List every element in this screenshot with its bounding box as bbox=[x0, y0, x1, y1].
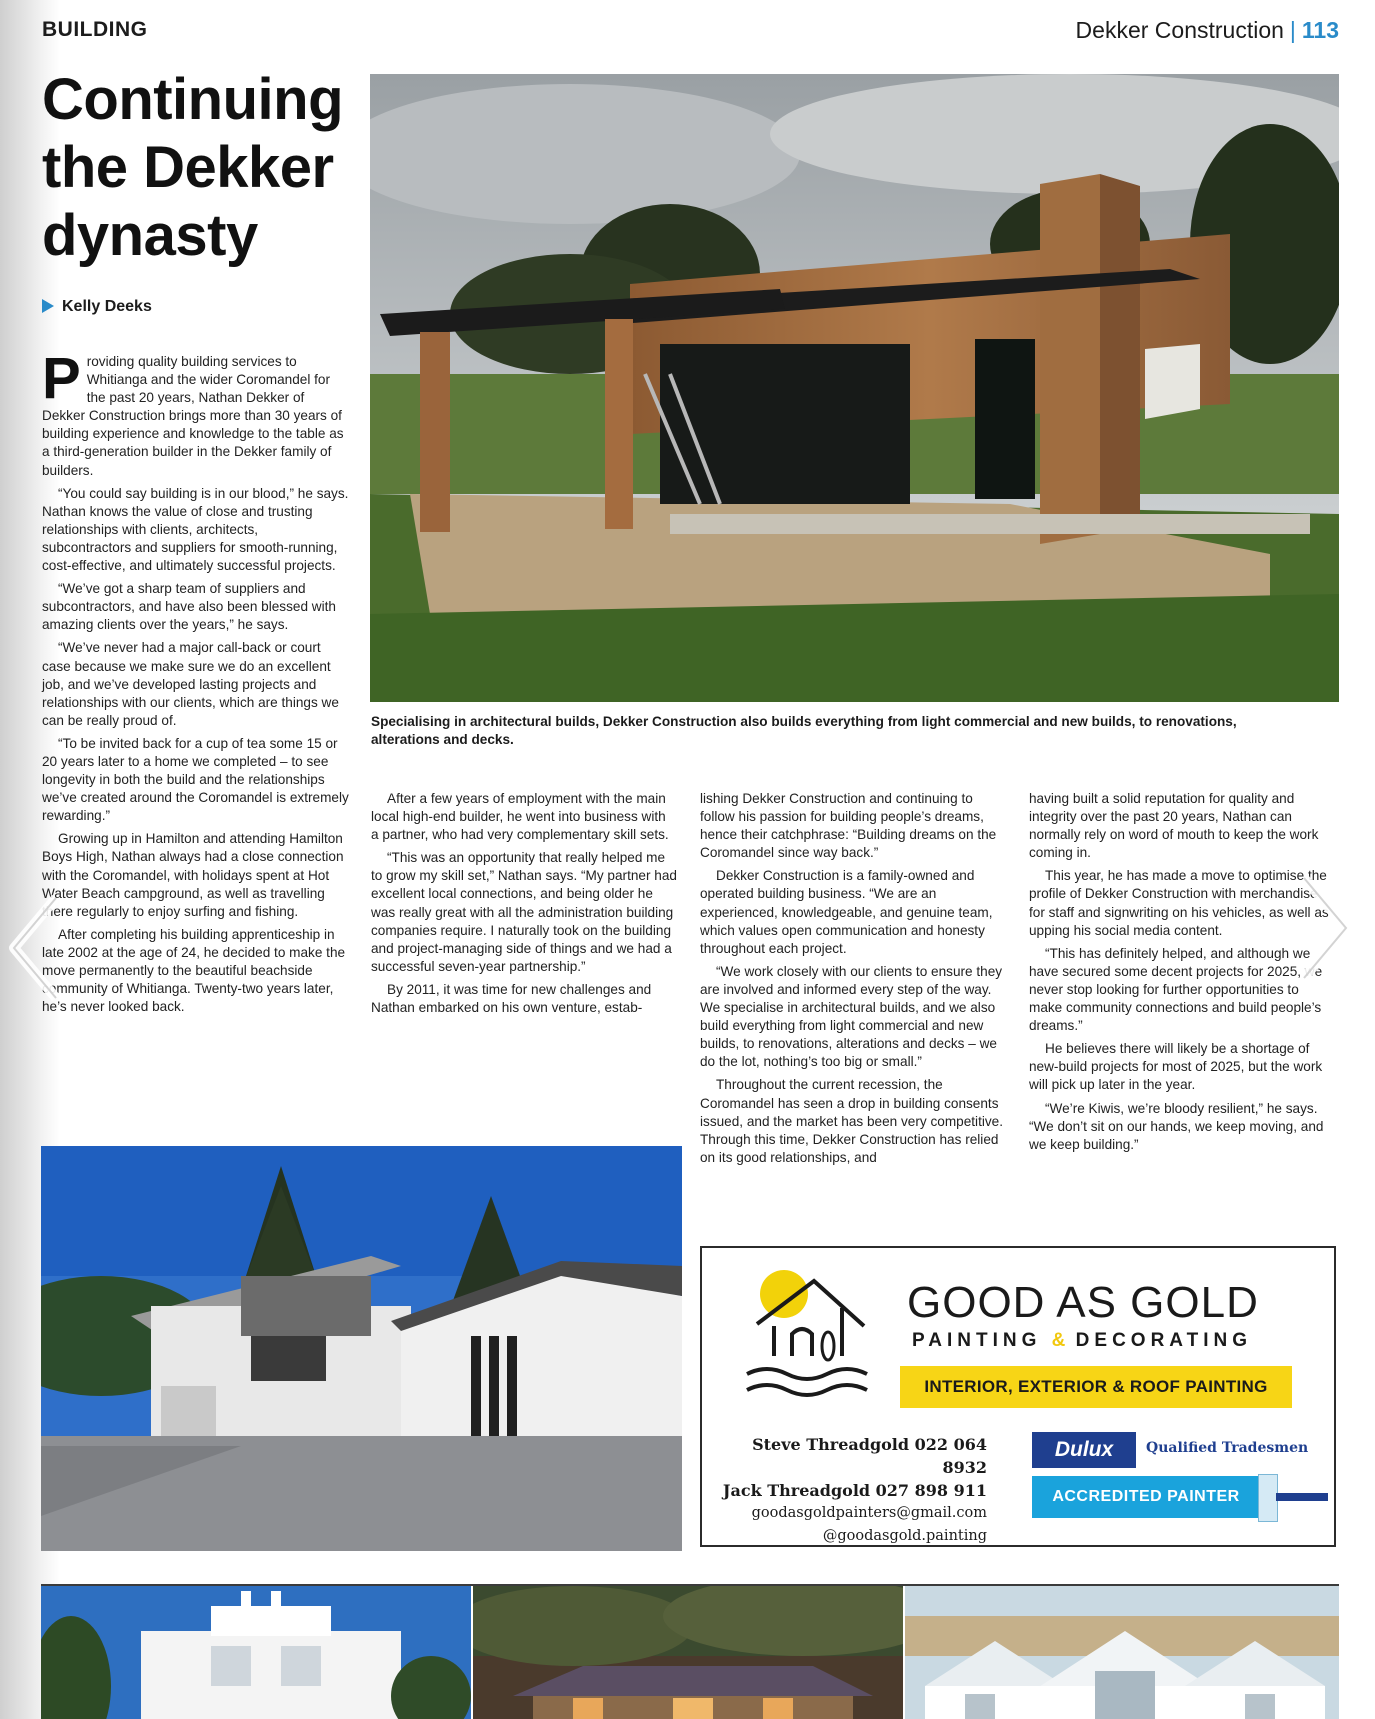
paragraph-1 bbox=[42, 346, 350, 480]
contact-jack: Jack Threadgold 027 898 911 bbox=[722, 1481, 987, 1500]
contact-steve: Steve Threadgold 022 064 8932 bbox=[752, 1435, 987, 1477]
article-column-4 bbox=[1029, 790, 1335, 1159]
page-number: 113 bbox=[1301, 17, 1339, 43]
publication-name: Dekker Construction bbox=[1075, 17, 1284, 43]
header-separator: | bbox=[1289, 17, 1296, 43]
ad-subtitle bbox=[912, 1330, 1252, 1352]
paragraph: “We work closely with our clients to ensure they are involved and informed every step of the way. We specialise in architectural builds, and we also build everything from light commercial and new builds, to renovations, alterations and decks – we do the lot, nothing’s too big or small.” bbox=[700, 963, 1003, 1070]
paragraph-1-text: roviding quality building services to Whitianga and the wider Coromandel for the past 20 years, Nathan Dekker of Dekker Construction brings more than 30 years of building experience and knowledge to the table as a third-generation builder in the Dekker family of builders. bbox=[42, 354, 344, 478]
paragraph: “We’re Kiwis, we’re bloody resilient,” he says. “We don’t sit on our hands, we keep moving, and we keep building.” bbox=[1029, 1100, 1324, 1152]
ad-subtitle-left: PAINTING bbox=[912, 1330, 1042, 1351]
ad-subtitle-amp: & bbox=[1051, 1330, 1066, 1351]
paragraph: This year, he has made a move to optimise the profile of Dekker Construction with merchandise for staff and signwriting on his vehicles, as well as upping his social media content. bbox=[1029, 868, 1329, 938]
photo-strip-dusk-house bbox=[473, 1586, 903, 1719]
ad-contact-block bbox=[712, 1433, 987, 1548]
byline-author: Kelly Deeks bbox=[62, 298, 152, 315]
dulux-logo: Dulux bbox=[1032, 1432, 1136, 1468]
photo-strip-coastal-house bbox=[905, 1586, 1339, 1719]
chevron-right-icon bbox=[1296, 868, 1356, 988]
paragraph: Dekker Construction is a family-owned and operated building business. “We are an experienced, knowledgeable, and genuine team, which values open communication and honesty throughout each project. bbox=[700, 868, 993, 956]
section-label: BUILDING bbox=[42, 18, 148, 41]
contact-email[interactable]: goodasgoldpainters@gmail.com bbox=[751, 1505, 987, 1521]
paragraph: “This was an opportunity that really helped me to grow my skill set,” Nathan says. “My partner had excellent local connections, and being older he was really great with all the administration building companies require. I naturally took on the building and project-managing side of things and we had a successful seven-year partnership.” bbox=[371, 850, 677, 974]
main-photo-architectural-build bbox=[370, 74, 1339, 702]
byline-triangle-icon bbox=[42, 299, 54, 313]
paragraph: “This has definitely helped, and although we have secured some decent projects for 2025, we never stop looking for further opportunities to make community connections and build people’s dreams.” bbox=[1029, 945, 1323, 1034]
paragraph: “To be invited back for a cup of tea some 15 or 20 years later to a home we completed – to see longevity in both the build and the relationships we’ve created around the Coromandel is extremely rewarding.” bbox=[42, 735, 349, 824]
photo-caption: Specialising in architectural builds, Dekker Construction also builds everything from light commercial and new builds, to renovations, alterations and decks. bbox=[371, 714, 1237, 747]
paragraph: By 2011, it was time for new challenges and Nathan embarked on his own venture, estab- bbox=[371, 981, 652, 1016]
paragraph: He believes there will likely be a shortage of new-build projects for most of 2025, but the work will pick up later in the year. bbox=[1029, 1041, 1323, 1093]
running-head bbox=[1076, 17, 1339, 44]
chevron-left-icon bbox=[4, 888, 64, 1008]
paragraph: After a few years of employment with the main local high-end builder, he went into business with a partner, who had very complementary skill sets. bbox=[371, 791, 669, 843]
advertisement-good-as-gold[interactable] bbox=[700, 1246, 1336, 1547]
photo-white-house bbox=[41, 1146, 682, 1551]
next-page-arrow[interactable] bbox=[1296, 868, 1356, 993]
paragraph: “We’ve never had a major call-back or court case because we make sure we do an excellent job, and we’ve developed lasting projects and relationships with our clients, which are things we can be really proud of. bbox=[42, 640, 339, 728]
ad-subtitle-right: DECORATING bbox=[1075, 1330, 1252, 1351]
paragraph: After completing his building apprenticeship in late 2002 at the age of 24, he decided to make the move permanently to the beautiful beachside community of Whitianga. Twenty-two years later, he’s never looked back. bbox=[42, 926, 346, 1015]
article-column-1 bbox=[42, 346, 350, 1021]
paragraph: lishing Dekker Construction and continuing to follow his passion for building people’s dreams, hence their catchphrase: “Building dreams on the Coromandel since way back.” bbox=[700, 791, 997, 861]
paint-roller-icon bbox=[1258, 1474, 1278, 1522]
qualified-tradesmen-label: Qualified Tradesmen bbox=[1146, 1440, 1309, 1456]
ad-services-banner: INTERIOR, EXTERIOR & ROOF PAINTING bbox=[900, 1366, 1292, 1408]
house-logo-icon bbox=[742, 1256, 882, 1406]
accredited-painter-badge: ACCREDITED PAINTER bbox=[1032, 1476, 1260, 1518]
paragraph: Growing up in Hamilton and attending Hamilton Boys High, Nathan always had a close connection with the Coromandel, with holidays spent at Hot Water Beach campground, as well as travelling there regularly to enjoy surfing and fishing. bbox=[42, 831, 344, 919]
previous-page-arrow[interactable] bbox=[4, 888, 64, 1013]
photo-strip-modern-house bbox=[41, 1586, 471, 1719]
paragraph: “We’ve got a sharp team of suppliers and subcontractors, and have also been blessed with amazing clients over the years,” he says. bbox=[42, 581, 336, 633]
article-column-2 bbox=[371, 790, 677, 1022]
paragraph: having built a solid reputation for quality and integrity over the past 20 years, Nathan can normally rely on word of mouth to keep the work coming in. bbox=[1029, 791, 1319, 861]
paint-roller-handle bbox=[1276, 1493, 1328, 1501]
article-headline: Continuing the Dekker dynasty bbox=[42, 67, 344, 268]
contact-instagram-handle[interactable]: @goodasgold.painting bbox=[822, 1528, 987, 1544]
article-column-3 bbox=[700, 790, 1006, 1172]
byline bbox=[42, 298, 152, 316]
paragraph: Throughout the current recession, the Coromandel has seen a drop in building consents issued, and the market has been very competitive. Through this time, Dekker Construction has relied on its good relationships, and bbox=[700, 1077, 1003, 1165]
ad-title: GOOD AS GOLD bbox=[907, 1278, 1259, 1327]
drop-cap: P bbox=[42, 346, 81, 411]
paragraph: “You could say building is in our blood,” he says. Nathan knows the value of close and trusting relationships with clients, architects, subcontractors and suppliers for smooth-running, cost-effective, and ultimately successful projects. bbox=[42, 485, 349, 574]
